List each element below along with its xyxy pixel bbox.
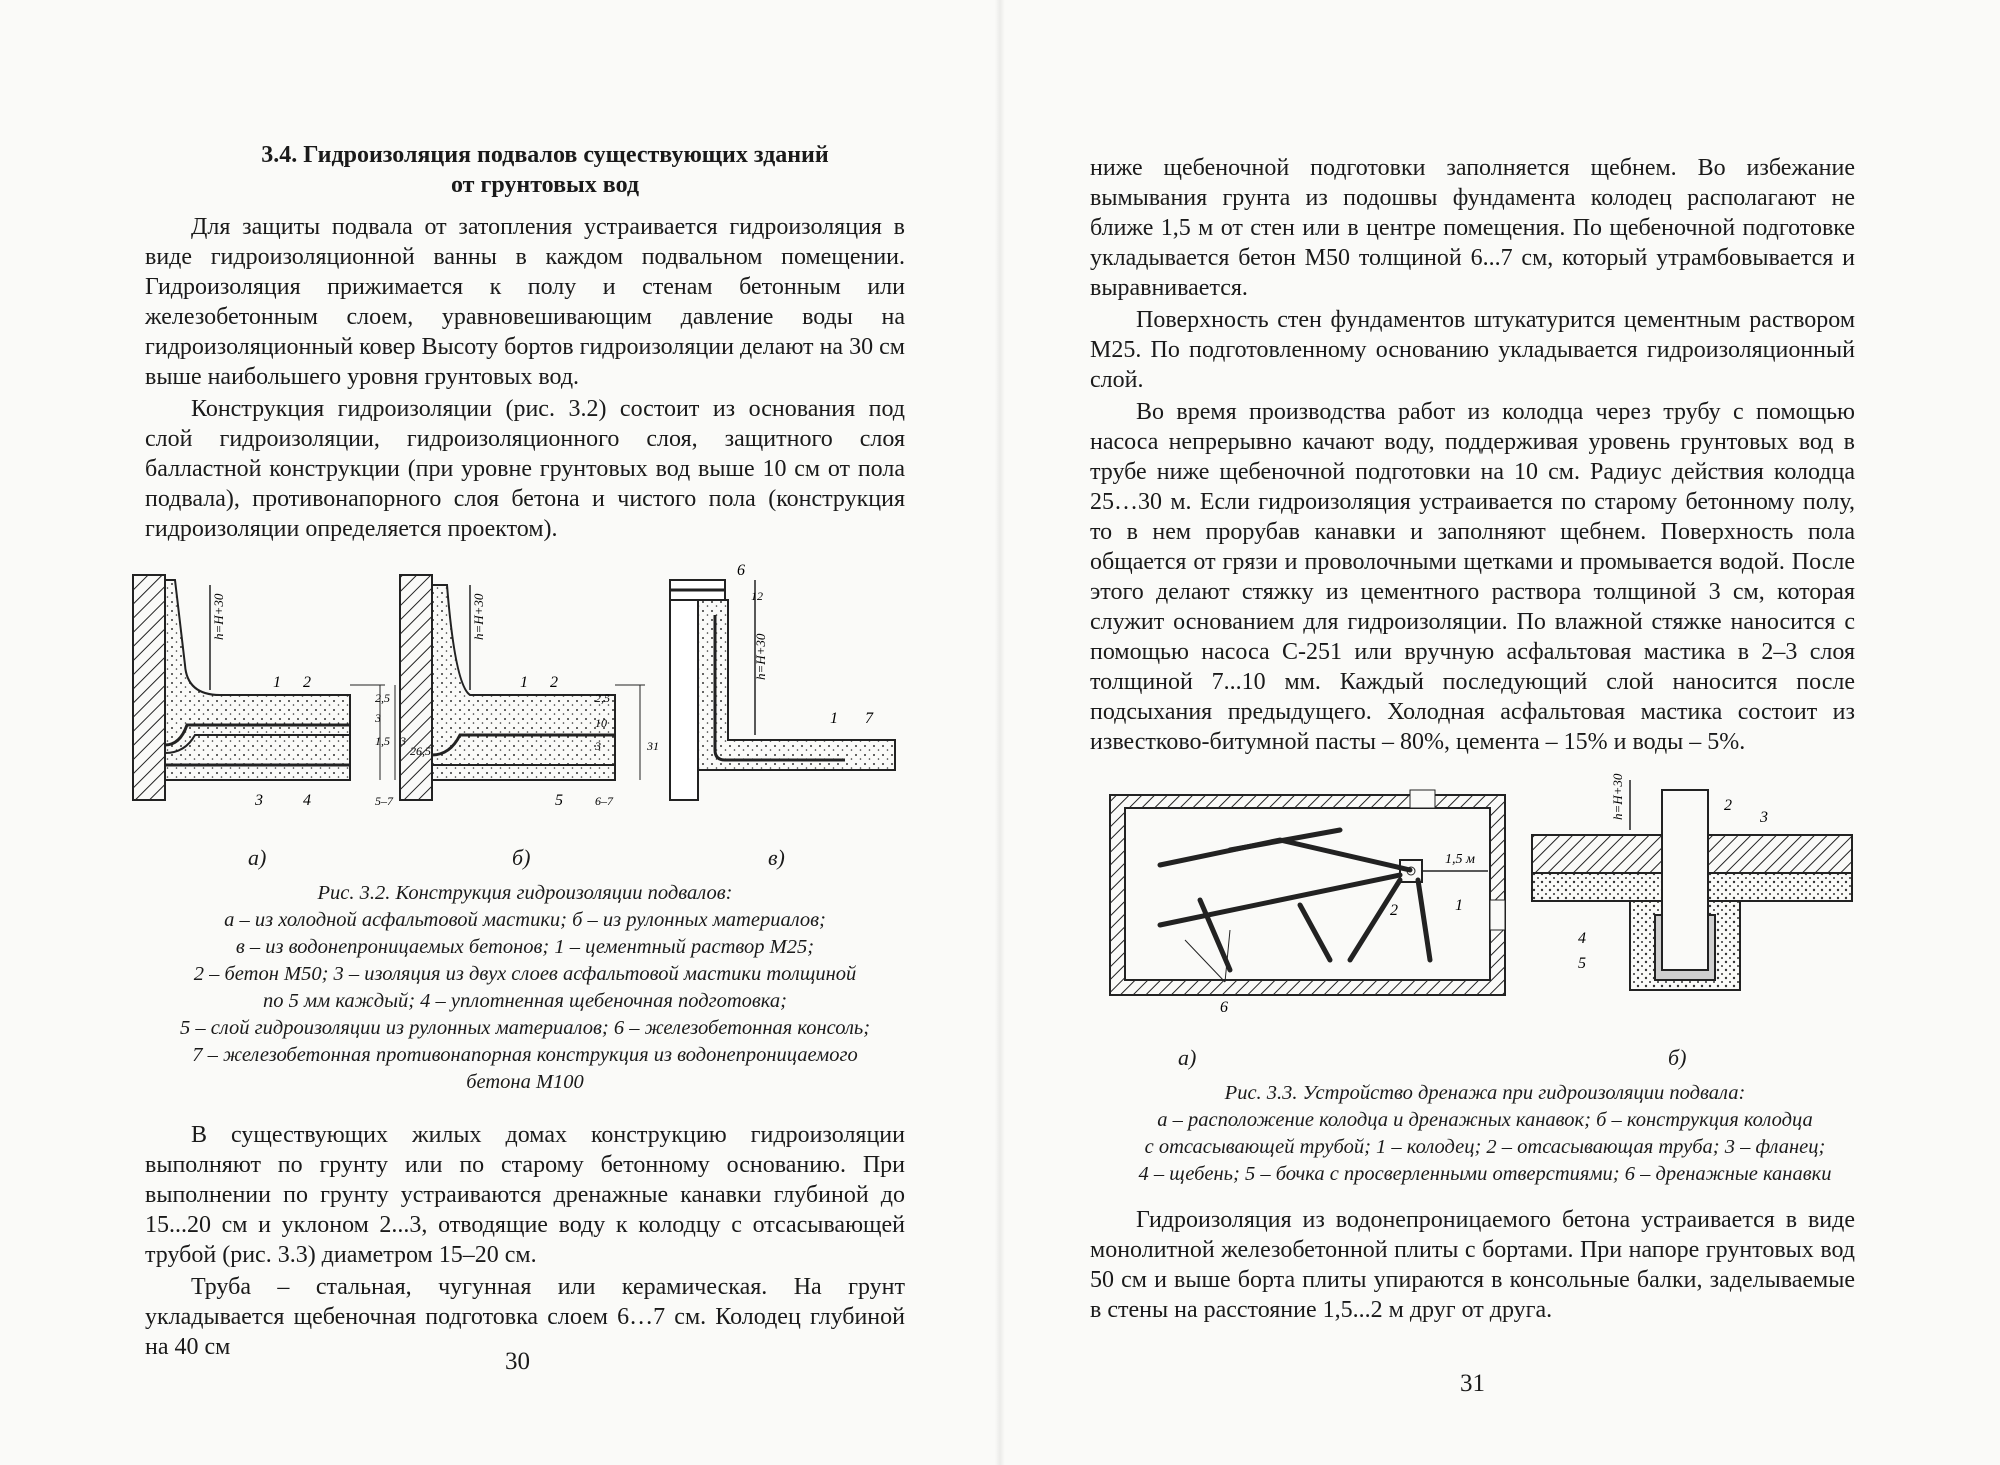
right-text-bottom xyxy=(1090,1205,1855,1325)
paragraph: Конструкция гидроизоляции (рис. 3.2) состоит из основания под слой гидроизоляции, гидроизоляционного слоя, защитного слоя балластной конструкции (при уровне грунтовых вод выше 10 см от пола подвала), противонапорного слоя бетона и чистого пола (конструкция гидроизоляции определяется проектом). xyxy=(145,396,905,542)
section-heading xyxy=(145,140,945,200)
mark-6: 6 xyxy=(737,562,745,579)
caption-line: бетона М100 xyxy=(466,1071,584,1093)
left-text-top xyxy=(145,212,905,544)
mark-1: 1 xyxy=(273,674,281,691)
dim-a-3: 1,5 xyxy=(375,734,390,748)
page-number-left: 30 xyxy=(505,1348,530,1375)
figure-3-2-caption xyxy=(125,880,925,1096)
sublabel-a: а) xyxy=(248,845,267,870)
figure-3-2-b-drawing xyxy=(400,575,659,809)
caption-line: а – из холодной асфальтовой мастики; б – из рулонных материалов; xyxy=(224,909,826,931)
paragraph: ниже щебеночной подготовки заполняется щебнем. Во избежание вымывания грунта из подошвы фундамента колодец располагают не ближе 1,5 м от стен или в центре помещения. По щебеночной подготовке укладывается бетон М50 толщиной 6...7 см, который утрамбовывается и выравнивается. xyxy=(1090,155,1855,301)
mark-2: 2 xyxy=(1390,902,1398,919)
caption-line: а – расположение колодца и дренажных канавок; б – конструкция колодца xyxy=(1157,1109,1813,1131)
height-label-b: h=H+30 xyxy=(1610,773,1625,820)
sublabel-a: а) xyxy=(1178,1045,1197,1070)
dim-b-4: 6–7 xyxy=(595,794,613,808)
caption-line: 7 – железобетонная противонапорная конструкция из водонепроницаемого xyxy=(192,1044,858,1066)
mark-1: 1 xyxy=(830,710,838,727)
dim-b-2: 10 xyxy=(595,716,607,730)
caption-line: по 5 мм каждый; 4 – уплотненная щебеночная подготовка; xyxy=(263,990,787,1012)
mark-1: 1 xyxy=(520,674,528,691)
sublabel-b: б) xyxy=(1668,1045,1687,1070)
figure-3-2-c-drawing xyxy=(670,562,895,800)
caption-line: Рис. 3.2. Конструкция гидроизоляции подвалов: xyxy=(317,882,733,904)
heading-line-1: 3.4. Гидроизоляция подвалов существующих зданий xyxy=(261,142,829,168)
figure-3-3 xyxy=(1100,760,1880,1025)
total-b: 31 xyxy=(647,739,659,753)
mark-5: 5 xyxy=(555,792,563,809)
height-label-c: h=H+30 xyxy=(753,633,768,680)
paragraph: Во время производства работ из колодца через трубу с помощью насоса непрерывно качают воду, поддерживая уровень грунтовых вод в трубе ниже щебеночной подготовки на 10 см. Радиус действия колодца 25…30 м. Если гидроизоляция устраивается по старому бетонному полу, то в нем прорубав канавки и заполняют щебнем. Поверхность пола общается от грязи и проволочными щетками и промывается водой. После этого делают стяжку из цементного раствора толщиной 3 см, которая служит основанием для гидроизоляции. По влажной стяжке наносится с помощью насоса С-251 или вручную асфальтовая мастика в 2–3 слоя толщиной 7...10 мм. Каждый последующий слой наносится после подсыхания предыдущего. Холодная асфальтовая мастика состоит из известково-битумной пасты – 80%, цемента – 15% и воды – 5%. xyxy=(1090,399,1855,755)
heading-line-2: от грунтовых вод xyxy=(450,172,640,198)
paragraph: В существующих жилых домах конструкцию гидроизоляции выполняют по грунту или по старому бетонному основанию. При выполнении по грунту устраиваются дренажные канавки глубиной до 15...20 см и уклоном 2...3, отводящие воду к колодцу с отсасывающей трубой (рис. 3.3) диаметром 15–20 см. xyxy=(145,1122,905,1268)
mark-5: 5 xyxy=(1578,955,1586,972)
mark-7: 7 xyxy=(865,710,873,727)
mark-6: 6 xyxy=(1220,999,1228,1016)
right-page xyxy=(1000,0,2000,1465)
paragraph: Для защиты подвала от затопления устраивается гидроизоляция в виде гидроизоляционной ванны в каждом подвальном помещении. Гидроизоляция прижимается к полу и стенам бетонным или железобетонным слоем, уравновешивающим давление воды на гидроизоляционный ковер Высоту бортов гидроизоляции делают на 30 см выше наибольшего уровня грунтовых вод. xyxy=(145,214,905,390)
paragraph: Труба – стальная, чугунная или керамическая. На грунт укладывается щебеночная подготовка слоем 6…7 см. Колодец глубиной на 40 см xyxy=(145,1274,905,1360)
figure-3-3-caption xyxy=(1075,1080,1895,1188)
sublabel-c: в) xyxy=(768,845,785,870)
left-text-bottom xyxy=(145,1120,905,1362)
mark-4: 4 xyxy=(1578,930,1586,947)
figure-3-3-a-drawing xyxy=(1110,790,1505,1016)
height-label-a: h=H+30 xyxy=(211,593,226,640)
caption-line: в – из водонепроницаемых бетонов; 1 – цементный раствор М25; xyxy=(235,936,815,958)
height-label-b: h=H+30 xyxy=(471,593,486,640)
mark-2: 2 xyxy=(1724,797,1732,814)
figure-3-2-a-drawing xyxy=(133,575,431,809)
mark-2: 2 xyxy=(303,674,311,691)
figure-3-2 xyxy=(125,555,925,830)
caption-line: 4 – щебень; 5 – бочка с просверленными отверстиями; 6 – дренажные канавки xyxy=(1138,1163,1832,1185)
sublabel-b: б) xyxy=(512,845,531,870)
caption-line: Рис. 3.3. Устройство дренажа при гидроизоляции подвала: xyxy=(1224,1082,1746,1104)
caption-line: 2 – бетон М50; 3 – изоляция из двух слоев асфальтовой мастики толщиной xyxy=(193,963,857,985)
paragraph: Гидроизоляция из водонепроницаемого бетона устраивается в виде монолитной железобетонной плиты с бортами. При напоре грунтовых вод 50 см и выше борта плиты упираются в консольные балки, заделываемые в стены на расстояние 1,5...2 м друг от друга. xyxy=(1090,1207,1855,1323)
dim-a-2: 3 xyxy=(375,711,381,725)
caption-line: 5 – слой гидроизоляции из рулонных материалов; 6 – железобетонная консоль; xyxy=(179,1017,871,1039)
dist-label: 1,5 м xyxy=(1445,852,1475,867)
dim-a-1: 2,5 xyxy=(375,691,390,705)
mark-3: 3 xyxy=(255,792,263,809)
dim-b-3: 3 xyxy=(595,739,601,753)
mark-2: 2 xyxy=(550,674,558,691)
paragraph: Поверхность стен фундаментов штукатурится цементным раствором М25. По подготовленному основанию укладывается гидроизоляционный слой. xyxy=(1090,307,1855,393)
figure-3-3-b-drawing xyxy=(1532,773,1852,990)
right-text-top xyxy=(1090,153,1855,757)
dim-b-1: 2,5 xyxy=(595,691,610,705)
mark-1: 1 xyxy=(1455,897,1463,914)
mark-4: 4 xyxy=(303,792,311,809)
page-number-right: 31 xyxy=(1460,1370,1485,1397)
dim-a-5: 5–7 xyxy=(375,794,393,808)
dim-c-1: 12 xyxy=(751,589,763,603)
mark-3: 3 xyxy=(1760,809,1768,826)
caption-line: с отсасывающей трубой; 1 – колодец; 2 – отсасывающая труба; 3 – фланец; xyxy=(1144,1136,1826,1158)
